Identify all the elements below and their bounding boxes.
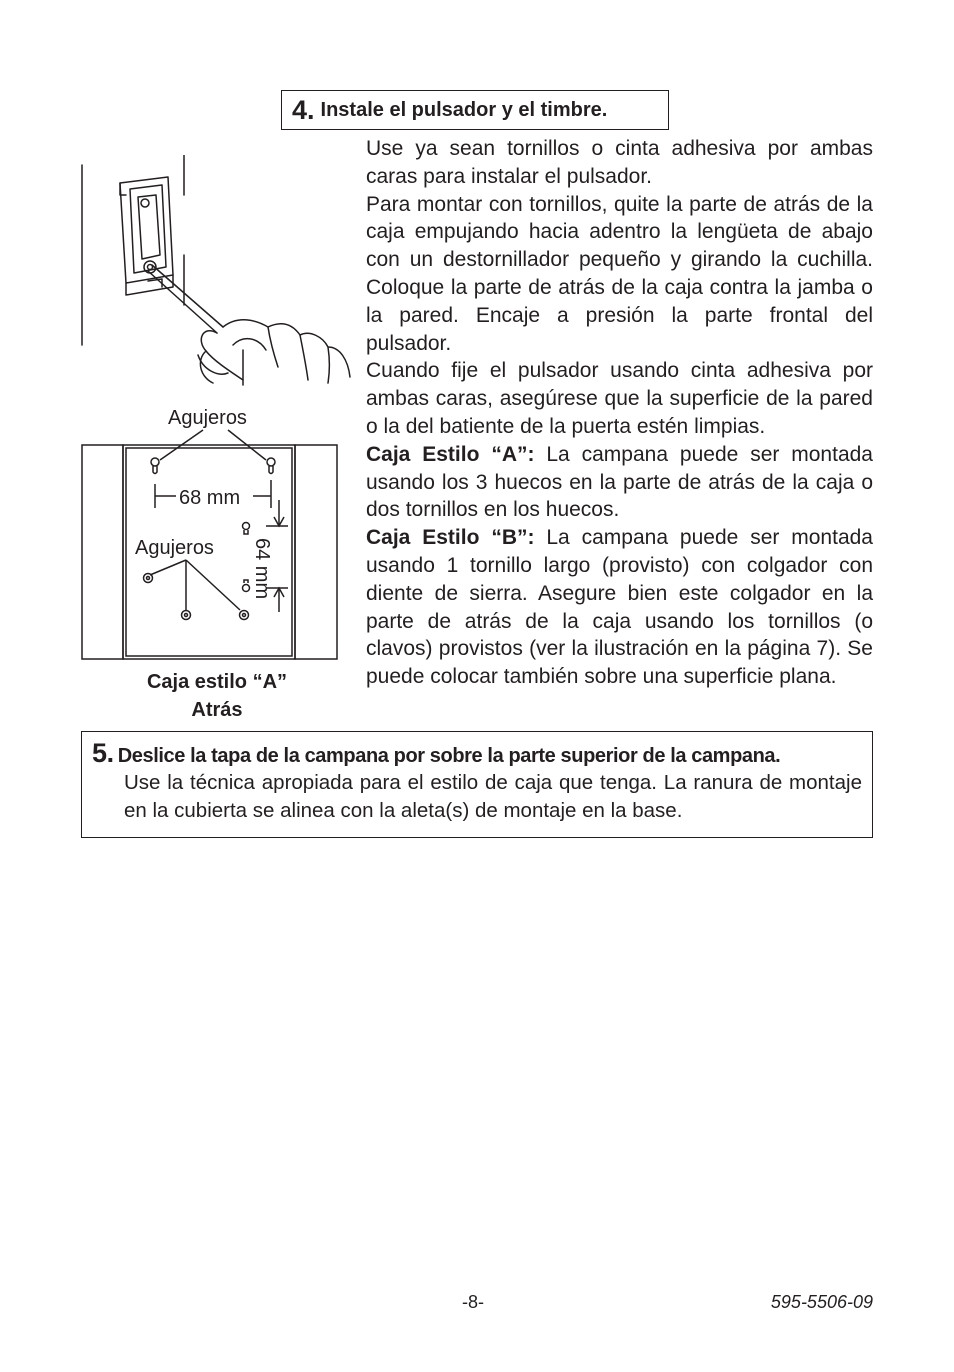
holes-label-left: Agujeros xyxy=(135,537,214,559)
step5-body: Use la técnica apropiada para el estilo de caja que tenga. La ranura de montaje en la cubierta se alinea con la aleta(s) de montaje en la base. xyxy=(124,771,862,822)
paragraph-adhesive: Cuando fije el pulsador usando cinta adhesiva por ambas caras, asegúrese que la superficie de la pared o la del batiente de la puerta estén limpias. xyxy=(366,359,873,438)
paragraph-intro: Use ya sean tornillos o cinta adhesiva por ambas caras para instalar el pulsador. xyxy=(366,137,873,188)
step4-body xyxy=(366,135,873,691)
caption-line-2: Atrás xyxy=(191,699,243,721)
width-dimension-label: 68 mm xyxy=(179,487,241,509)
height-dimension-label: 64 mm xyxy=(251,538,273,600)
style-b-text: La campana puede ser montada usando 1 tornillo largo (provisto) con colgador con diente de sierra. Asegure bien este colgador en la parte de atrás de la caja usando los tornillos (o clavos) provistos (ver la ilustración en la página 7). Se puede colocar también sobre una superficie plana. xyxy=(366,526,873,689)
keyhole-small-upper xyxy=(243,523,250,535)
step5-title: Deslice la tapa de la campana por sobre la parte superior de la campana. xyxy=(117,745,781,767)
push-button-screwdriver-illustration xyxy=(78,155,358,390)
step4-heading xyxy=(281,90,669,130)
keyhole-small-lower xyxy=(243,580,250,592)
paragraph-style-b xyxy=(366,524,873,691)
page-number: -8- xyxy=(462,1292,484,1312)
keyhole-left xyxy=(151,458,159,474)
diagram-caption xyxy=(100,668,334,724)
paragraph-style-a xyxy=(366,441,873,524)
style-b-label: Caja Estilo “B”: xyxy=(366,526,535,550)
holes-label-top: Agujeros xyxy=(168,407,247,429)
step5-box xyxy=(81,731,873,838)
document-code: 595-5506-09 xyxy=(770,1292,873,1312)
step5-number: 5. xyxy=(92,738,114,768)
style-a-label: Caja Estilo “A”: xyxy=(366,442,535,466)
box-style-a-back-diagram xyxy=(78,400,348,665)
keyhole-right xyxy=(267,458,275,474)
style-a-text: La campana puede ser montada usando los 3 huecos en la parte de atrás de la caja o dos tornillos en los huecos. xyxy=(366,442,873,522)
paragraph-screws: Para montar con tornillos, quite la parte de atrás de la caja empujando hacia adentro la lengüeta de abajo con un destornillador pequeño y girando la cuchilla. Coloque la parte de atrás de la caja contra la jamba o la pared. Encaje a presión la parte frontal del pulsador. xyxy=(366,192,873,355)
step4-number: 4. xyxy=(292,94,315,125)
caption-line-1: Caja estilo “A” xyxy=(146,671,288,693)
step5-heading xyxy=(92,738,862,769)
step4-title: Instale el pulsador y el timbre. xyxy=(320,98,608,121)
